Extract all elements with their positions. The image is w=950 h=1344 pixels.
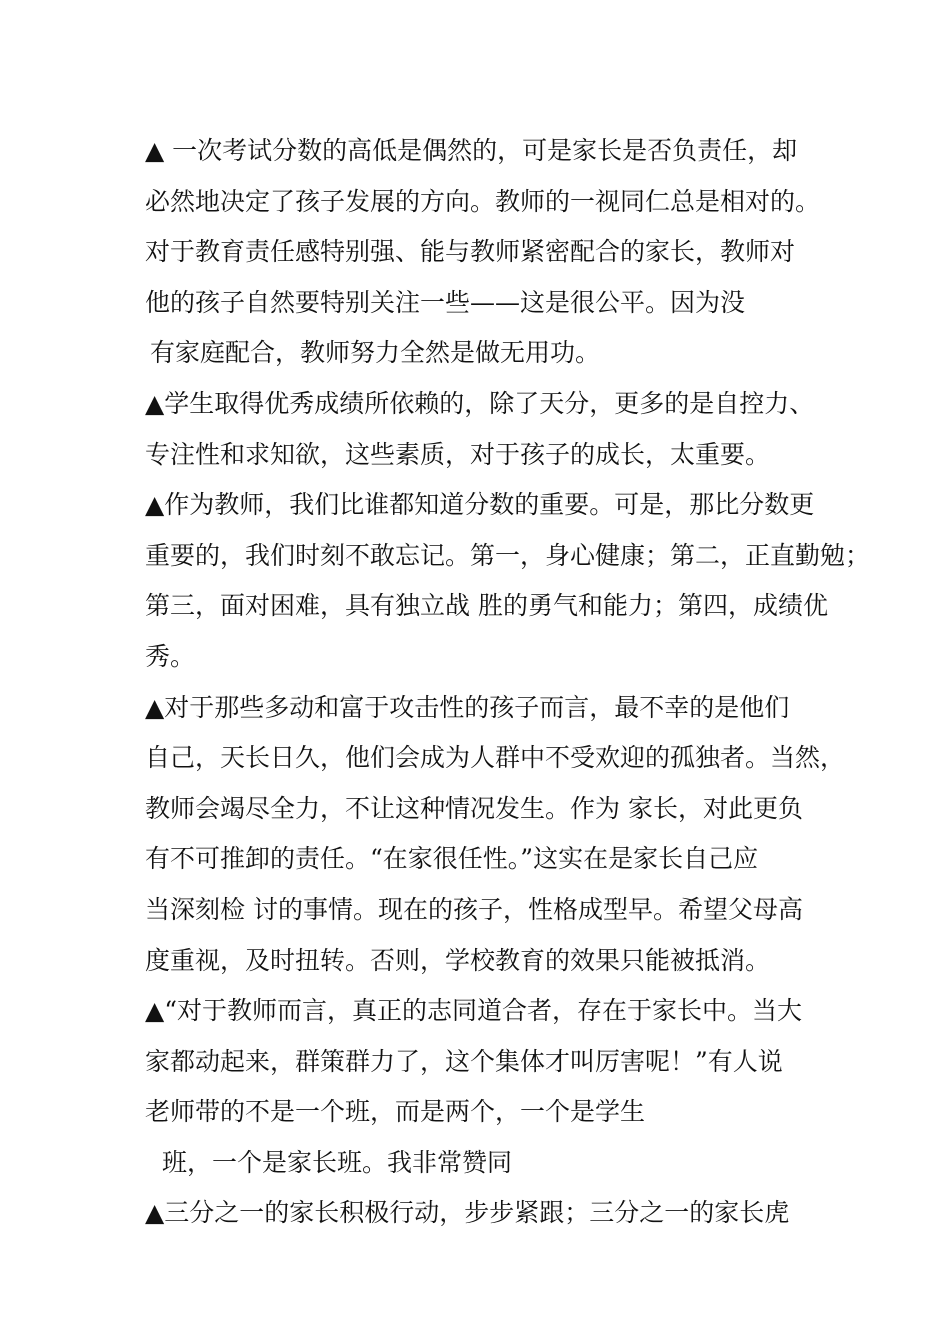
text-line: 有家庭配合，教师努力全然是做无用功。 bbox=[150, 338, 601, 368]
text-line: 度重视，及时扭转。否则，学校教育的效果只能被抵消。 bbox=[145, 945, 771, 975]
text-line: 老师带的不是一个班，而是两个，一个是学生 bbox=[145, 1097, 646, 1127]
text-line: 重要的，我们时刻不敢忘记。第一，身心健康；第二，正直勤勉； bbox=[145, 540, 871, 570]
text-line: 家都动起来，群策群力了，这个集体才叫厉害呢！”有人说 bbox=[145, 1046, 783, 1076]
text-line: 自己，天长日久，他们会成为人群中不受欢迎的孤独者。当然， bbox=[145, 743, 846, 773]
text-line: 有不可推卸的责任。“在家很任性。”这实在是家长自己应 bbox=[145, 844, 759, 874]
text-line: ▲学生取得优秀成绩所依赖的，除了天分，更多的是自控力、 bbox=[145, 388, 815, 418]
body-text bbox=[145, 126, 871, 1239]
text-line: ▲对于那些多动和富于攻击性的孩子而言，最不幸的是他们 bbox=[145, 692, 790, 722]
text-line: 必然地决定了孩子发展的方向。教师的一视同仁总是相对的。 bbox=[145, 186, 821, 216]
text-line: 班，一个是家长班。我非常赞同 bbox=[162, 1147, 513, 1177]
text-line: 第三，面对困难，具有独立战 胜的勇气和能力；第四，成绩优 bbox=[145, 591, 828, 621]
text-line: ▲“对于教师而言，真正的志同道合者，存在于家长中。当大 bbox=[145, 996, 803, 1026]
text-line: 当深刻检 讨的事情。现在的孩子，性格成型早。希望父母高 bbox=[145, 894, 803, 924]
text-line: ▲ 一次考试分数的高低是偶然的，可是家长是否负责任，却 bbox=[145, 136, 798, 165]
text-line: 教师会竭尽全力，不让这种情况发生。作为 家长，对此更负 bbox=[145, 793, 803, 823]
text-line: 秀。 bbox=[145, 641, 196, 671]
text-line: 他的孩子自然要特别关注一些——这是很公平。因为没 bbox=[145, 287, 746, 317]
text-line: 对于教育责任感特别强、能与教师紧密配合的家长，教师对 bbox=[145, 237, 796, 267]
text-line: ▲三分之一的家长积极行动，步步紧跟；三分之一的家长虎 bbox=[145, 1198, 790, 1228]
text-line: ▲作为教师，我们比谁都知道分数的重要。可是，那比分数更 bbox=[145, 490, 815, 520]
text-line: 专注性和求知欲，这些素质，对于孩子的成长，太重要。 bbox=[145, 439, 771, 469]
